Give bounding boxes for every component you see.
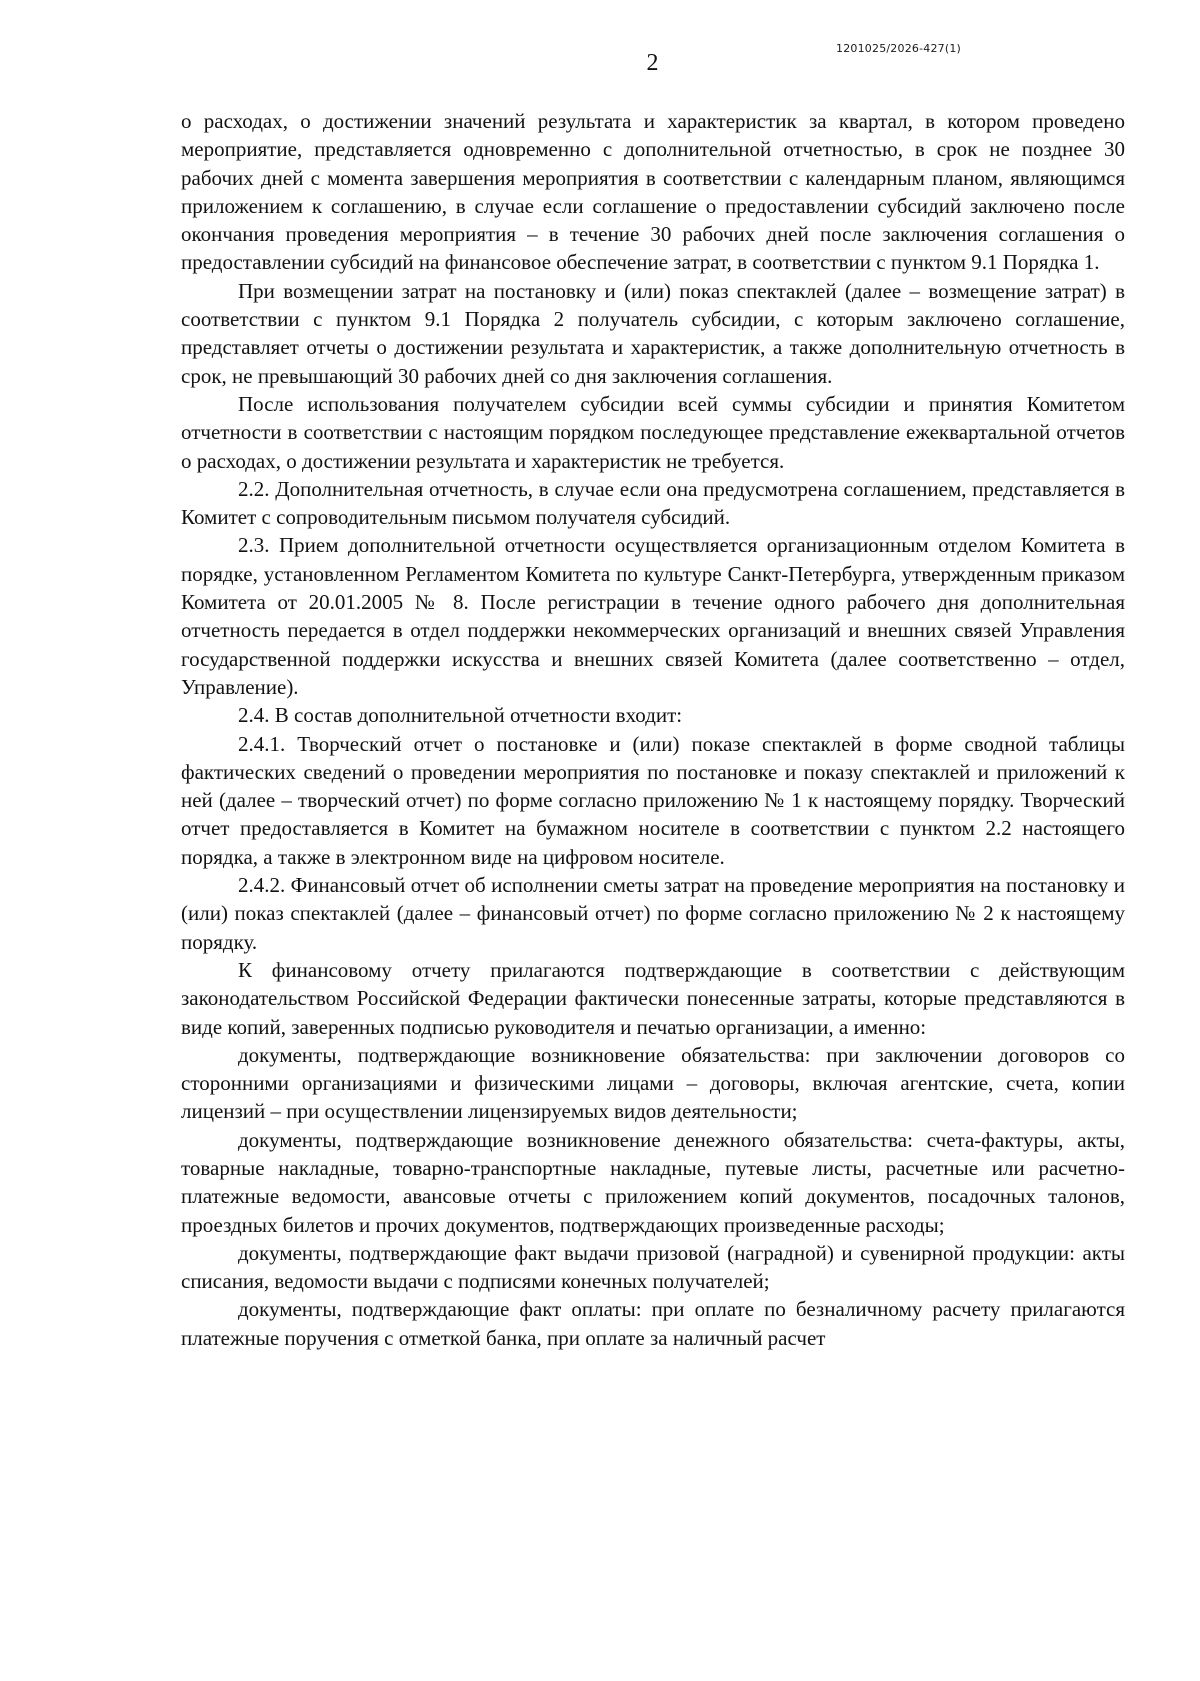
paragraph-2-4-2: 2.4.2. Финансовый отчет об исполнении сметы затрат на проведение мероприятия на постановку и (или) показ спектаклей (далее – финансовый отчет) по форме согласно приложению № 2 к настоящему порядку. bbox=[181, 873, 1125, 954]
document-body bbox=[181, 107, 1125, 1352]
paragraph-continuation: о расходах, о достижении значений результата и характеристик за квартал, в котором проведено мероприятие, представляется одновременно с дополнительной отчетностью, в срок не позднее 30 рабочих дней с момента завершения мероприятия в соответствии с календарным планом, являющимся приложением к соглашению, в случае если соглашение о предоставлении субсидий заключено после окончания проведения мероприятия – в течение 30 рабочих дней после заключения соглашения о предоставлении субсидий на финансовое обеспечение затрат, в соответствии с пунктом 9.1 Порядка 1. bbox=[181, 109, 1125, 275]
paragraph-2-4-1: 2.4.1. Творческий отчет о постановке и (или) показе спектаклей в форме сводной таблицы фактических сведений о проведении мероприятия по постановке и показу спектаклей и приложений к ней (далее – творческий отчет) по форме согласно приложению № 1 к настоящему порядку. Творческий отчет предоставляется в Комитет на бумажном носителе в соответствии с пунктом 2.2 настоящего порядка, а также в электронном виде на цифровом носителе. bbox=[181, 731, 1125, 869]
paragraph-reimbursement: При возмещении затрат на постановку и (или) показ спектаклей (далее – возмещение затрат) в соответствии с пунктом 9.1 Порядка 2 получатель субсидии, с которым заключено соглашение, представляет отчеты о достижении результата и характеристик, а также дополнительную отчетность в срок, не превышающий 30 рабочих дней со дня заключения соглашения. bbox=[181, 278, 1125, 388]
paragraph-attachments: К финансовому отчету прилагаются подтверждающие в соответствии с действующим законодательством Российской Федерации фактически понесенные затраты, которые представляются в виде копий, заверенных подписью руководителя и печатью организации, а именно: bbox=[181, 957, 1125, 1039]
document-registration-code: 1201025/2026-427(1) bbox=[836, 42, 962, 55]
paragraph-prize-documents: документы, подтверждающие факт выдачи призовой (наградной) и сувенирной продукции: акты списания, ведомости выдачи с подписями конечных получателей; bbox=[181, 1240, 1125, 1294]
paragraph-obligation-documents: документы, подтверждающие возникновение обязательства: при заключении договоров со сторонними организациями и физическими лицами – договоры, включая агентские, счета, копии лицензий – при осуществлении лицензируемых видов деятельности; bbox=[181, 1042, 1125, 1124]
paragraph-after-use: После использования получателем субсидии всей суммы субсидии и принятия Комитетом отчетности в соответствии с настоящим порядком последующее представление ежеквартальной отчетов о расходах, о достижении результата и характеристик не требуется. bbox=[181, 391, 1125, 473]
page-number: 2 bbox=[646, 50, 659, 76]
paragraph-2-3: 2.3. Прием дополнительной отчетности осуществляется организационным отделом Комитета в порядке, установленном Регламентом Комитета по культуре Санкт-Петербурга, утвержденным приказом Комитета от 20.01.2005 № 8. После регистрации в течение одного рабочего дня дополнительная отчетность передается в отдел поддержки некоммерческих организаций и внешних связей Управления государственной поддержки искусства и внешних связей Комитета (далее соответственно – отдел, Управление). bbox=[181, 533, 1125, 699]
paragraph-2-4: 2.4. В состав дополнительной отчетности входит: bbox=[238, 703, 683, 728]
paragraph-payment-documents: документы, подтверждающие факт оплаты: при оплате по безналичному расчету прилагаются платежные поручения с отметкой банка, при оплате за наличный расчет bbox=[181, 1297, 1125, 1350]
paragraph-2-2: 2.2. Дополнительная отчетность, в случае если она предусмотрена соглашением, представляется в Комитет с сопроводительным письмом получателя субсидий. bbox=[181, 476, 1125, 530]
paragraph-monetary-obligation-documents: документы, подтверждающие возникновение денежного обязательства: счета-фактуры, акты, товарные накладные, товарно-транспортные накладные, путевые листы, расчетные или расчетно-платежные ведомости, авансовые отчеты с приложением копий документов, посадочных талонов, проездных билетов и прочих документов, подтверждающих произведенные расходы; bbox=[181, 1127, 1125, 1237]
